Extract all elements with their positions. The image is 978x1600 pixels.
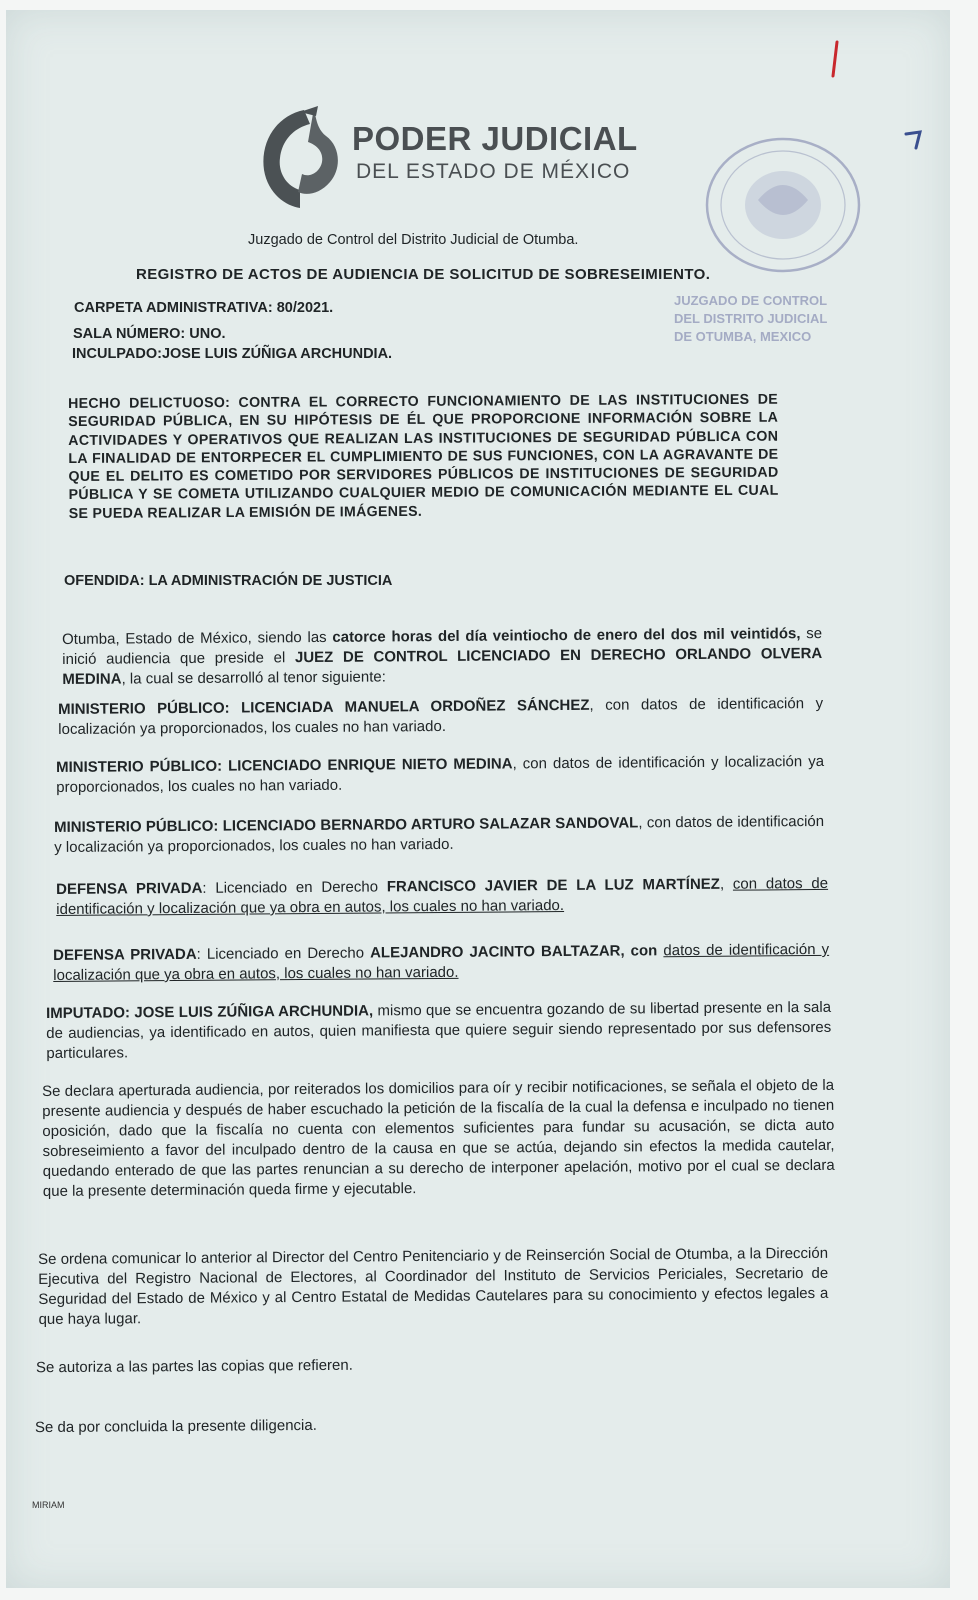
document-page xyxy=(6,10,950,1588)
text-bold: JUEZ DE CONTROL LICENCIADO EN DERECHO ORLANDO OLVERA MEDINA xyxy=(62,645,823,688)
logo-subtitle: DEL ESTADO DE MÉXICO xyxy=(356,160,631,183)
stamp-line: DE OTUMBA, MEXICO xyxy=(674,329,812,344)
red-ink-mark xyxy=(828,40,842,80)
text: , con datos de identificación y localización ya proporcionados, los cuales no han variado. xyxy=(56,752,825,796)
ofendida: OFENDIDA: LA ADMINISTRACIÓN DE JUSTICIA xyxy=(64,573,393,589)
text-bold: MINISTERIO PÚBLICO: LICENCIADO ENRIQUE NIETO MEDINA xyxy=(56,755,513,776)
paragraph-apertura xyxy=(62,624,822,690)
text-bold: ALEJANDRO JACINTO BALTAZAR, con xyxy=(369,942,658,962)
stamp-line: JUZGADO DE CONTROL xyxy=(674,293,828,308)
text: , con datos de identificación y localización ya proporcionados, los cuales no han variado. xyxy=(58,694,824,738)
text-bold: FRANCISCO JAVIER DE LA LUZ MARTÍNEZ xyxy=(386,875,720,896)
logo-title: PODER JUDICIAL xyxy=(352,120,638,157)
paragraph-orden: Se ordena comunicar lo anterior al Director del Centro Penitenciario y de Reinserción Social de Otumba, a la Dirección Ejecutiva del Registro Nacional de Electores, al Coordinador del Instituto de Servicios Periciales, Secretario de Seguridad del Estado de México y al Centro Estatal de Medidas Cautelares para su conocimiento y efectos legales a que haya lugar. xyxy=(38,1244,829,1328)
text: : Licenciado en Derecho xyxy=(196,944,371,963)
paragraph-ministerio-publico-1 xyxy=(58,694,823,740)
text: , la cual se desarrolló al tenor siguiente: xyxy=(121,668,386,688)
sala-numero: SALA NÚMERO: UNO. xyxy=(73,326,226,342)
paragraph-autoriza: Se autoriza a las partes las copias que refieren. xyxy=(35,1356,353,1377)
text: , xyxy=(719,875,733,893)
text-underlined: datos de identificación y localización que ya obra en autos, los cuales no han variado. xyxy=(53,940,830,984)
text-bold: MINISTERIO PÚBLICO: LICENCIADO BERNARDO ARTURO SALAZAR SANDOVAL xyxy=(54,814,639,836)
text: , con datos de identificación y localización ya proporcionados, los cuales no han variado. xyxy=(54,812,825,856)
document-title: REGISTRO DE ACTOS DE AUDIENCIA DE SOLICITUD DE SOBRESEIMIENTO. xyxy=(136,266,711,283)
footer-initials: MIRIAM xyxy=(32,1500,65,1510)
carpeta-administrativa: CARPETA ADMINISTRATIVA: 80/2021. xyxy=(74,300,334,316)
logo-emblem-icon xyxy=(256,102,356,212)
paragraph-defensa-2 xyxy=(53,940,829,986)
text-bold: IMPUTADO: JOSE LUIS ZÚÑIGA ARCHUNDIA, xyxy=(46,1002,374,1022)
text-bold: DEFENSA PRIVADA xyxy=(56,879,203,898)
court-name: Juzgado de Control del Distrito Judicial de Otumba. xyxy=(248,232,579,248)
paragraph-imputado xyxy=(46,998,831,1064)
court-stamp xyxy=(674,292,884,346)
poder-judicial-logo xyxy=(256,102,676,217)
text-bold: MINISTERIO PÚBLICO: LICENCIADA MANUELA ORDOÑEZ SÁNCHEZ xyxy=(58,696,590,718)
text: mismo que se encuentra gozando de su libertad presente en la sala de audiencias, ya identificado en autos, quien manifiesta que quiere seguir siendo representado por sus defensores particulares. xyxy=(46,998,832,1062)
paragraph-ministerio-publico-3 xyxy=(54,812,824,858)
paragraph-ministerio-publico-2 xyxy=(56,752,824,798)
text: : Licenciado en Derecho xyxy=(202,878,387,897)
text-bold: DEFENSA PRIVADA xyxy=(53,945,197,964)
paragraph-concluida: Se da por concluida la presente diligencia. xyxy=(34,1416,317,1437)
text-bold: catorce horas del día veintiocho de enero del dos mil veintidós, xyxy=(332,625,801,646)
hecho-delictuoso: HECHO DELICTUOSO: CONTRA EL CORRECTO FUNCIONAMIENTO DE LAS INSTITUCIONES DE SEGURIDAD PÚBLICA, EN SU HIPÓTESIS DE ÉL QUE PROPORCIONE INFORMACIÓN SOBRE LA ACTIVIDADES Y OPERATIVOS QUE REALIZAN LAS INSTITUCIONES DE SEGURIDAD PÚBLICA CON LA FINALIDAD DE ENTORPECER EL CUMPLIMIENTO DE SUS FUNCIONES, CON LA AGRAVANTE DE QUE EL DELITO ES COMETIDO POR SERVIDORES PÚBLICOS DE INSTITUCIONES DE SEGURIDAD PÚBLICA Y SE COMETA UTILIZANDO CUALQUIER MEDIO DE COMUNICACIÓN MEDIANTE EL CUAL SE PUEDA REALIZAR LA EMISIÓN DE IMÁGENES. xyxy=(68,391,779,522)
text-underlined: con datos de identificación y localización que ya obra en autos, los cuales no han variado. xyxy=(56,874,829,918)
inculpado: INCULPADO:JOSE LUIS ZÚÑIGA ARCHUNDIA. xyxy=(72,346,393,362)
paragraph-declaracion: Se declara aperturada audiencia, por reiterados los domicilios para oír y recibir notificaciones, se señala el objeto de la presente audiencia y después de haber escuchado la petición de la fiscalía de la cual la defensa e inculpado no tienen oposición, dado que la fiscalía no cuenta con elementos suficientes para fundar su acusación, se dicta auto sobreseimiento a favor del inculpado dentro de la causa en que se actúa, dejando sin efectos la medida cautelar, quedando enterado de que las partes renuncian a su derecho de interponer apelación, motivo por el cual se declara que la presente determinación queda firme y ejecutable. xyxy=(42,1076,835,1200)
stamp-line: DEL DISTRITO JUDICIAL xyxy=(674,311,828,326)
text: Otumba, Estado de México, siendo las xyxy=(62,628,333,648)
text: se inició audiencia que preside el xyxy=(62,625,823,668)
court-seal-stamp xyxy=(698,130,868,280)
paragraph-defensa-1 xyxy=(56,874,828,920)
blue-ink-mark xyxy=(904,128,924,152)
